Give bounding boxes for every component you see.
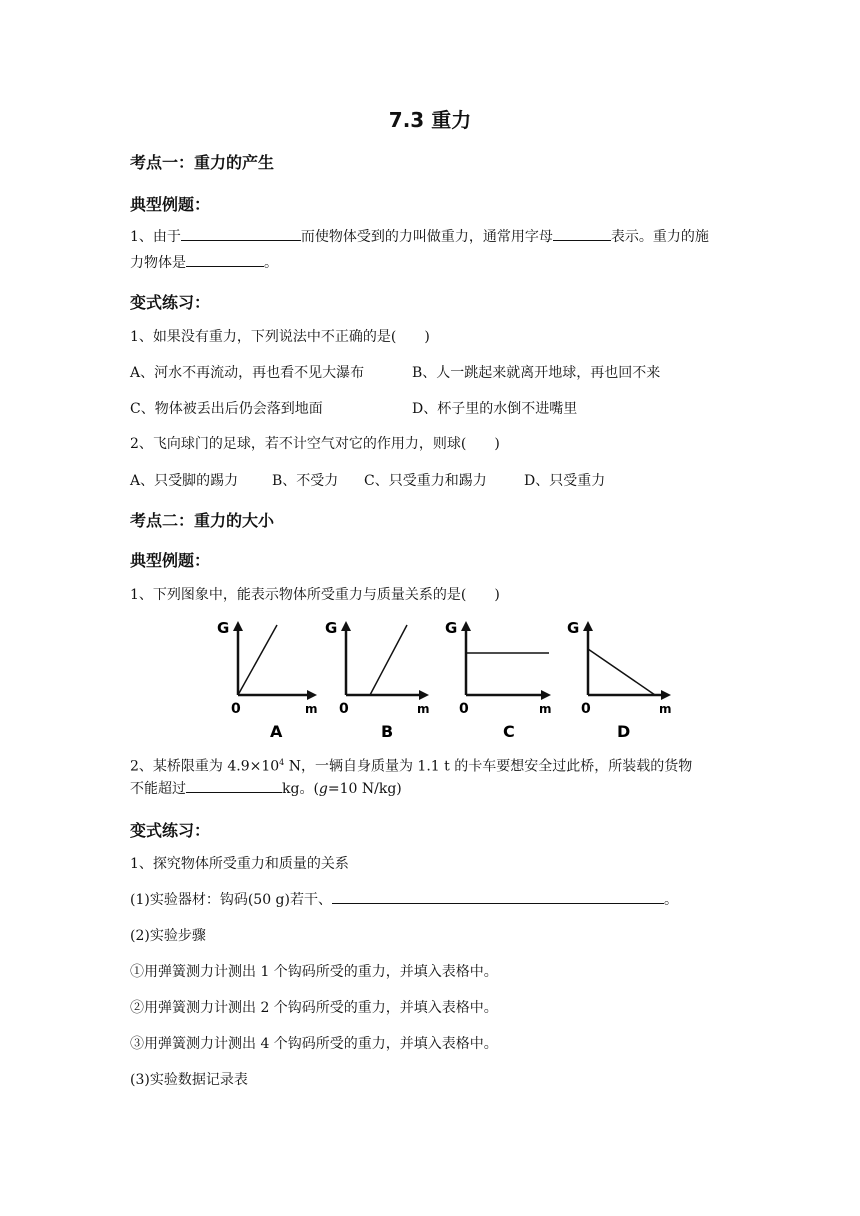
arrow-icon (583, 621, 593, 631)
text-run: (1)实验器材：钩码(50 g)若干、 (130, 892, 332, 908)
answer-blank (186, 252, 264, 267)
option-d: D、杯子里的水倒不进嘴里 (412, 401, 578, 417)
answer-blank (181, 226, 301, 241)
answer-blank (332, 889, 664, 904)
question-text: 1、探究物体所受重力和质量的关系 (130, 856, 349, 872)
y-axis-label: G (567, 619, 580, 637)
step-text: ②用弹簧测力计测出 2 个钩码所受的重力，并填入表格中。 (130, 1000, 498, 1016)
text-run: =10 N/kg) (327, 781, 402, 797)
text-run: 表示。重力的施 (610, 229, 709, 245)
answer-blank (186, 778, 282, 793)
option-c: C、物体被丢出后仍会落到地面 (130, 401, 323, 417)
arrow-icon (341, 621, 351, 631)
question-text: 2、飞向球门的足球，若不计空气对它的作用力，则球( ) (130, 436, 500, 452)
text-run: 不能超过 (130, 781, 186, 797)
text-run: 2、某桥限重为 4.9×10 (130, 758, 280, 775)
y-axis-label: G (217, 619, 230, 637)
option-b: B、人一跳起来就离开地球，再也回不来 (412, 365, 661, 381)
text-run: N，一辆自身质量为 1.1 t 的卡车要想安全过此桥，所装载的货物 (284, 758, 693, 775)
step-text: (2)实验步骤 (130, 928, 206, 944)
graph-line (370, 625, 407, 695)
step-text: ①用弹簧测力计测出 1 个钩码所受的重力，并填入表格中。 (130, 964, 498, 980)
section-heading-2: 考点二：重力的大小 (130, 511, 275, 530)
step-text: (3)实验数据记录表 (130, 1072, 248, 1088)
arrow-icon (541, 690, 551, 700)
question-text (130, 889, 678, 911)
option-a: A、只受脚的踢力 (130, 473, 239, 489)
graph-line (238, 625, 277, 695)
example-heading-2: 典型例题： (130, 551, 211, 570)
arrow-icon (307, 690, 317, 700)
graph-label: C (503, 722, 515, 741)
y-axis-label: G (325, 619, 338, 637)
graph-a (217, 619, 318, 741)
page-title: 7.3 重力 (388, 108, 472, 132)
graph-label: A (270, 722, 283, 741)
arrow-icon (661, 690, 671, 700)
graph-d (567, 619, 672, 741)
y-axis-label: G (445, 619, 458, 637)
option-a: A、河水不再流动，再也看不见大瀑布 (130, 365, 365, 381)
variant-heading-2: 变式练习： (130, 821, 211, 840)
step-text: ③用弹簧测力计测出 4 个钩码所受的重力，并填入表格中。 (130, 1036, 498, 1052)
origin-label: 0 (581, 701, 591, 717)
x-axis-label: m (305, 702, 318, 716)
answer-blank (553, 226, 611, 241)
text-run: 1、由于 (130, 229, 181, 245)
arrow-icon (233, 621, 243, 631)
graph-line (588, 649, 655, 695)
text-run: 。 (663, 892, 678, 908)
x-axis-label: m (659, 702, 672, 716)
graph-figure (215, 615, 675, 745)
graph-c (445, 619, 552, 741)
option-c: C、只受重力和踢力 (364, 473, 487, 489)
variant-heading-1: 变式练习： (130, 293, 211, 312)
question-text (130, 252, 278, 274)
origin-label: 0 (459, 701, 469, 717)
graph-label: D (617, 722, 631, 741)
arrow-icon (461, 621, 471, 631)
exponent: 4 (279, 758, 285, 767)
text-run: 而使物体受到的力叫做重力，通常用字母 (300, 229, 553, 245)
question-text: 1、如果没有重力，下列说法中不正确的是( ) (130, 329, 430, 345)
origin-label: 0 (231, 701, 241, 717)
option-b: B、不受力 (272, 473, 339, 489)
question-text: 1、下列图象中，能表示物体所受重力与质量关系的是( ) (130, 587, 500, 603)
question-text (130, 778, 402, 800)
question-text (130, 226, 709, 248)
section-heading-1: 考点一：重力的产生 (130, 153, 275, 172)
arrow-icon (419, 690, 429, 700)
question-text (130, 752, 692, 778)
origin-label: 0 (339, 701, 349, 717)
graph-label: B (381, 722, 394, 741)
text-run: kg。( (282, 781, 319, 797)
text-run: g (318, 781, 328, 797)
text-run: 。 (264, 255, 278, 271)
graph-b (325, 619, 430, 741)
x-axis-label: m (417, 702, 430, 716)
option-d: D、只受重力 (524, 473, 606, 489)
text-run: 力物体是 (130, 255, 186, 271)
x-axis-label: m (539, 702, 552, 716)
example-heading-1: 典型例题： (130, 195, 211, 214)
